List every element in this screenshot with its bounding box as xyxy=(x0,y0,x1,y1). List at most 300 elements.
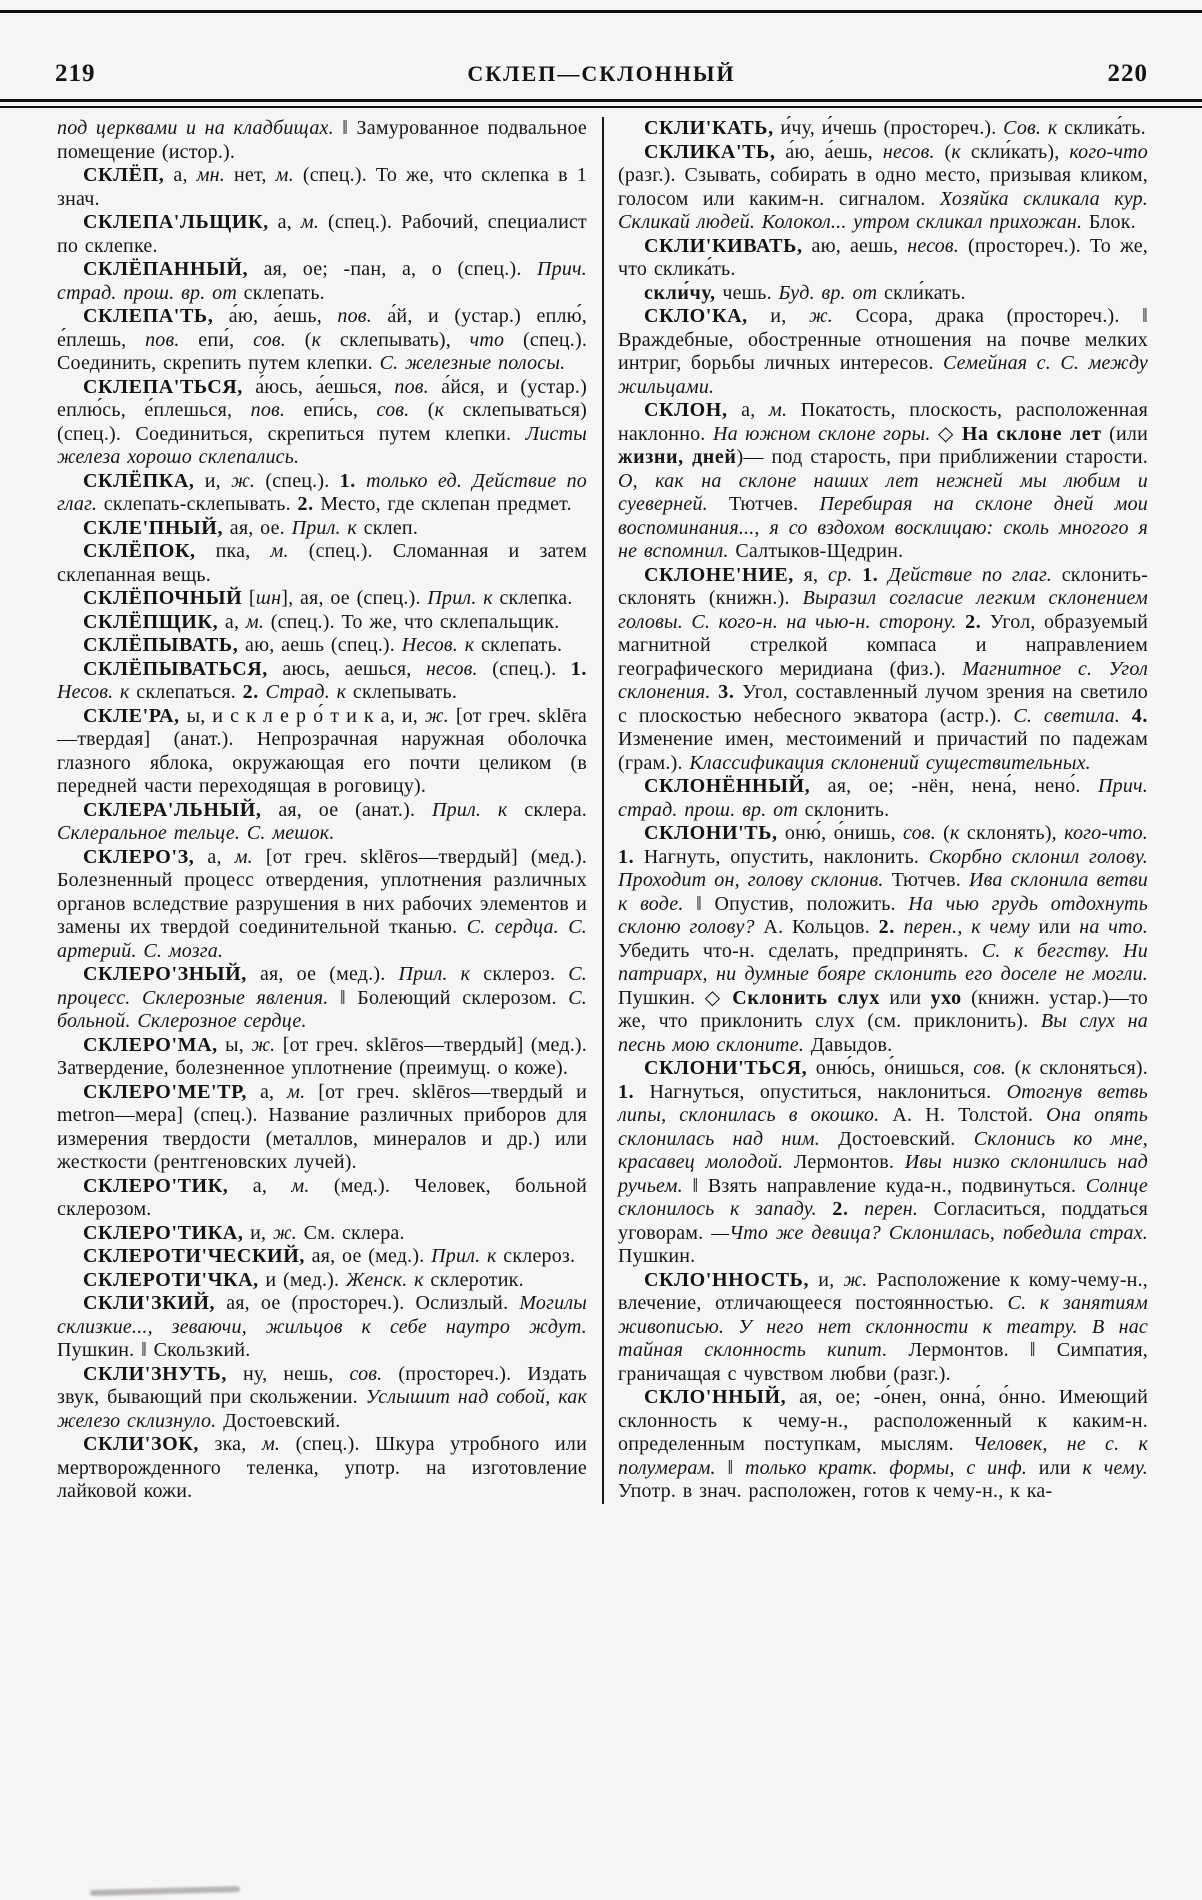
text-run: Она опять склонилась над ним. xyxy=(618,1104,1148,1150)
text-run: оню́сь, о́нишься, xyxy=(807,1057,974,1079)
text-run: склика́ть. xyxy=(1057,117,1146,139)
entry-paragraph xyxy=(618,1269,1148,1387)
text-run: ая, ое (мед.). xyxy=(246,963,399,985)
text-run: Склеральное тельце. С. мешок. xyxy=(57,822,335,844)
text-run: ж. xyxy=(843,1268,868,1291)
text-run: ( xyxy=(1006,1057,1022,1079)
text-run: [от греч. sklēros—твердый и metron—мера] (спец.). Название различных приборов для измерения твердости (металлов, минералов и др.) или жесткости (рентгеновских лучей). xyxy=(57,1080,587,1173)
text-run: Классификация склонений существительных. xyxy=(689,751,1091,774)
text-run: Тютчев. xyxy=(883,869,969,891)
text-run: Сов. к xyxy=(1003,117,1058,139)
text-run: ж. xyxy=(231,469,256,492)
text-run: зка, xyxy=(198,1433,262,1455)
entry-paragraph xyxy=(618,141,1148,235)
text-run xyxy=(259,681,266,703)
text-run: склонять), xyxy=(959,822,1065,844)
text-run: несов. xyxy=(425,657,478,680)
text-run: Лермонтов. xyxy=(783,1151,905,1173)
text-run: Прил. к xyxy=(291,516,357,539)
text-run: 1. xyxy=(570,657,587,680)
text-run: м. xyxy=(245,610,265,633)
entry-paragraph xyxy=(57,540,587,587)
text-run: Перебирая на склоне дней мои воспоминания..., я со вздохом восклицаю: сколь многого я не вспомнил. xyxy=(618,493,1148,562)
text-run: ы, xyxy=(217,1033,252,1056)
text-run: ‖ Болеющий склерозом. xyxy=(328,986,569,1009)
text-run: ‖ xyxy=(715,1456,745,1479)
text-run: СКЛО'ННЫЙ, xyxy=(644,1386,787,1408)
text-run: скли́кать), xyxy=(960,140,1070,163)
entry-paragraph xyxy=(57,1245,587,1269)
text-columns xyxy=(57,117,1148,1504)
text-run: [от греч. sklēros—твердый] (мед.). Болезненный процесс отвердения, уплотнения различных органов вследствие разрушения в них рабочих элементов и замены их твердой соединительной тканью. xyxy=(57,845,587,938)
text-run: ‖ Замурованное подвальное помещение (истор.). xyxy=(57,117,588,163)
text-run: ая, ое (мед.). xyxy=(304,1245,432,1267)
text-run: Ссора, драка (простореч.). ‖ Враждебные, обостренные отношения на почве мелких интриг, борьбы личных интересов. xyxy=(618,305,1148,374)
text-run: 4. xyxy=(1131,704,1148,727)
text-run: пов. xyxy=(337,305,372,327)
text-run: СКЛЁП, xyxy=(83,164,165,186)
text-run: А. Н. Толстой. xyxy=(879,1104,1047,1126)
entry-paragraph xyxy=(57,1175,587,1222)
text-run: СКЛЁПАННЫЙ, xyxy=(83,258,249,280)
text-run: Изменение имен, местоимений и причастий по падежам (грам.). xyxy=(618,728,1148,774)
entry-paragraph xyxy=(618,282,1148,306)
text-run: 2. xyxy=(832,1198,849,1220)
entry-paragraph xyxy=(57,1363,587,1434)
entry-paragraph xyxy=(618,822,1148,1057)
text-run: что xyxy=(469,328,505,351)
text-run: ‖ Опустив, положить. xyxy=(683,892,909,915)
text-run: (простореч.). То же, что склика́ть. xyxy=(618,234,1148,280)
entry-paragraph xyxy=(57,1433,587,1504)
text-run: (книжн. устар.)—то же, что приклонить слух (см. приклонить). xyxy=(618,986,1148,1032)
top-edge-rule xyxy=(0,10,1202,13)
text-run: мн. xyxy=(196,164,225,186)
text-run: сов. xyxy=(903,822,936,844)
text-run xyxy=(817,1198,833,1220)
text-run: СКЛЁПЫВАТЬСЯ, xyxy=(83,657,268,680)
entry-paragraph xyxy=(57,846,587,964)
text-run: а, xyxy=(268,211,301,233)
text-run: к чему. xyxy=(1082,1456,1148,1479)
text-run: [от греч. sklēros—твердый] (мед.). Затвердение, болезненное уплотнение (преимущ. о коже). xyxy=(57,1033,587,1079)
right-column xyxy=(618,117,1148,1504)
text-run: аюсь, аешься, xyxy=(267,657,426,680)
entry-paragraph xyxy=(57,705,587,799)
entry-paragraph xyxy=(57,164,587,211)
text-run: СКЛОНЕ'НИЕ, xyxy=(644,563,794,586)
text-run: (спец.). То же, что склепка в 1 знач. xyxy=(57,164,587,210)
text-run: а́й, и (устар.) еплю́, е́плешь, xyxy=(57,305,587,351)
text-run: перен., к чему xyxy=(903,916,1030,938)
text-run: аю, аешь (спец.). xyxy=(238,634,402,656)
text-run: СКЛОН, xyxy=(644,399,728,421)
text-run: С. больной. Склерозное сердце. xyxy=(57,986,587,1032)
text-run: (спец.). xyxy=(477,657,571,680)
text-run: ‖ Взять направление куда-н., подвинуться. xyxy=(682,1174,1086,1197)
text-run: или xyxy=(1027,1456,1083,1479)
text-run: только кратк. формы, с инф. xyxy=(744,1456,1028,1479)
text-run: Пушкин. ◇ xyxy=(618,986,733,1009)
text-run: Давыдов. xyxy=(804,1033,893,1056)
text-run: шн xyxy=(255,587,282,609)
text-run: ср. xyxy=(827,563,853,586)
text-run: СКЛЁПЩИК, xyxy=(83,610,219,633)
text-run xyxy=(356,470,366,492)
text-run: а́ю, а́ешь, xyxy=(213,305,338,327)
text-run: СКЛЕРО'ТИК, xyxy=(83,1174,229,1197)
text-run: Угол, образуемый магнитной стрелкой компаса и направлением географического меридиана (физ.). xyxy=(618,610,1149,680)
text-run: склепывать. xyxy=(346,681,458,703)
entry-paragraph xyxy=(57,517,587,541)
text-run: м. xyxy=(768,399,788,421)
text-run: Угол, составленный лучом зрения на светило с плоскостью небесного экватора (астр.). xyxy=(618,681,1148,727)
entry-paragraph xyxy=(618,235,1148,282)
text-run: жизни, дней xyxy=(618,446,737,468)
text-run: С. к занятиям живописью. У него нет склонности к театру. В нас тайная склонность кипит. xyxy=(618,1292,1148,1361)
text-run: Листы железа хорошо склепались. xyxy=(57,422,587,468)
text-run: На южном склоне горы. xyxy=(712,422,931,445)
text-run: скли́чу, xyxy=(644,281,716,304)
text-run: СКЛЕРОТИ'ЧЕСКИЙ, xyxy=(83,1245,305,1267)
text-run: Достоевский. xyxy=(819,1127,974,1150)
text-run: ( xyxy=(409,399,435,421)
text-run: ухо xyxy=(930,986,962,1009)
text-run: к xyxy=(311,328,322,351)
text-run: а, xyxy=(194,845,235,868)
entry-paragraph xyxy=(57,1269,587,1293)
text-run: Тютчев. xyxy=(707,493,820,515)
text-run: сов. xyxy=(253,328,286,351)
text-run: и́чу, и́чешь (простореч.). xyxy=(773,117,1004,139)
text-run: склероз. xyxy=(496,1245,576,1267)
text-run: только ед. Действие по глаг. xyxy=(57,469,587,515)
page-number-right: 220 xyxy=(1107,60,1148,87)
text-run: Убедить что-н. сделать, предпринять. xyxy=(618,939,982,962)
text-run: к xyxy=(951,140,961,163)
text-run: ж. xyxy=(424,704,449,727)
text-run: Несов. к xyxy=(57,681,130,703)
text-run: на что. xyxy=(1079,916,1149,938)
text-run: Человек, не с. к полумерам. xyxy=(618,1433,1148,1479)
text-run: 2. xyxy=(965,610,982,633)
text-run: пов. xyxy=(145,328,180,351)
text-run: СКЛО'ННОСТЬ, xyxy=(644,1268,810,1291)
entry-paragraph xyxy=(618,117,1148,141)
text-run: Согласиться, поддаться уговорам. xyxy=(618,1198,1149,1244)
text-run: склепать-склепывать. xyxy=(97,493,298,515)
text-run: СКЛЕРО'З, xyxy=(83,845,195,868)
entry-paragraph xyxy=(618,1386,1148,1504)
text-run: Ивы низко склонились над ручьем. xyxy=(618,1151,1148,1197)
text-run: Покатость, плоскость, расположенная наклонно. xyxy=(618,399,1148,445)
entry-paragraph xyxy=(618,775,1148,822)
text-run: (спец.). Рабочий, специалист по склепке. xyxy=(57,211,587,257)
text-run: ая, ое (простореч.). Ослизлый. xyxy=(215,1292,520,1314)
text-run: Прил. к xyxy=(431,1245,497,1267)
entry-paragraph xyxy=(57,470,587,517)
text-run: ◇ xyxy=(930,422,962,445)
text-run: СКЛЕПА'ТЬСЯ, xyxy=(83,375,243,398)
text-run: СКЛЕРО'МЕ'ТР, xyxy=(83,1080,248,1103)
text-run: ая, ое; -пан, а, о (спец.). xyxy=(248,258,538,280)
text-run: С. железные полосы. xyxy=(379,352,566,374)
text-run: (спец.). Шкура утробного или мертворожденного теленка, употр. на изготовление лайковой кожи. xyxy=(57,1433,587,1502)
text-run: склонить. xyxy=(797,798,890,821)
text-run: Ива склонила ветви к воде. xyxy=(618,869,1148,915)
text-run: С. сердца. С. артерий. С. мозга. xyxy=(57,916,587,962)
text-run: )— под старость, при приближении старости. xyxy=(736,446,1148,468)
text-run: м. xyxy=(234,845,253,868)
text-run: епи́, xyxy=(179,328,254,351)
text-run: нет, xyxy=(224,164,276,186)
text-run: СКЛЕРА'ЛЬНЫЙ, xyxy=(83,798,262,821)
text-run: [от греч. sklēra—твердая] (анат.). Непрозрачная наружная оболочка глазного яблока, окружающая его почти целиком (в передней части переходящая в роговицу). xyxy=(57,704,587,797)
text-run: Склонись ко мне, красавец молодой. xyxy=(618,1127,1148,1173)
text-run: ( xyxy=(934,140,952,163)
text-run: Отогнув ветвь липы, склонилась в окошко. xyxy=(618,1080,1148,1126)
text-run: м. xyxy=(300,211,320,233)
text-run: ы, и с к л е р о́ т и к а, и, xyxy=(179,704,425,727)
text-run: Употр. в знач. расположен, готов к чему-н., к ка- xyxy=(618,1480,1053,1502)
text-run: ж. xyxy=(272,1221,297,1244)
text-run: пов. xyxy=(394,375,429,398)
text-run: Блок. xyxy=(1082,211,1136,233)
text-run: кого-что xyxy=(1069,140,1149,163)
text-run: Расположение к кому-чему-н., влечение, отличающееся постоянностью. xyxy=(618,1268,1148,1314)
text-run: ( xyxy=(935,822,951,844)
text-run: (спец.). Сломанная и затем склепанная вещь. xyxy=(57,540,587,586)
text-run: склепка. xyxy=(492,587,573,609)
text-run: СКЛОНЁННЫЙ, xyxy=(644,775,811,797)
text-run: ( xyxy=(285,328,312,351)
text-run: м. xyxy=(275,164,294,186)
text-run: 2. xyxy=(878,916,895,938)
text-run: Пушкин. ‖ Скользкий. xyxy=(57,1339,251,1361)
text-run: СКЛЕПА'ЛЬЩИК, xyxy=(83,211,269,233)
text-run: склероз. xyxy=(470,963,569,985)
text-run: СКЛЕ'ПНЫЙ, xyxy=(83,516,224,539)
text-run: Склонить слух xyxy=(732,986,880,1009)
text-run: Прил. к xyxy=(427,587,493,609)
text-run: СКЛЕРО'МА, xyxy=(83,1033,218,1056)
text-run: (спец.). xyxy=(255,469,340,492)
text-run: 2. xyxy=(242,681,259,703)
text-run: аю, аешь, xyxy=(802,234,908,257)
text-run: а, xyxy=(228,1174,292,1197)
text-run: См. склера. xyxy=(296,1221,405,1244)
text-run: А. Кольцов. xyxy=(754,916,879,938)
text-run: 2. xyxy=(297,493,314,515)
text-run: пка, xyxy=(195,540,271,562)
text-run: Могилы склизкие..., зеваючи, жильцов к себе наутро ждут. xyxy=(57,1292,587,1338)
entry-paragraph xyxy=(57,1081,587,1175)
column-divider-rule xyxy=(602,117,604,1504)
text-run xyxy=(849,1198,865,1220)
text-run: (спец.). То же, что склепальщик. xyxy=(264,610,560,633)
text-run: О, как на склоне наших лет нежней мы любим и суеверней. xyxy=(618,469,1148,515)
text-run: склепать. xyxy=(474,634,563,656)
text-run: м. xyxy=(287,1080,306,1103)
text-run: Прич. страд. прош. вр. от xyxy=(618,775,1148,821)
text-run: (или xyxy=(1101,422,1149,445)
entry-paragraph xyxy=(57,1034,587,1081)
entry-paragraph xyxy=(57,658,587,705)
text-run: ], ая, ое (спец.). xyxy=(281,587,428,609)
text-run: Нагнуть, опустить, наклонить. xyxy=(634,845,929,868)
text-run: и, xyxy=(747,305,809,327)
text-run: склепать. xyxy=(236,281,325,304)
running-head-title: СКЛЕП—СКЛОННЫЙ xyxy=(467,61,736,86)
text-run: Салтыков-Щедрин. xyxy=(728,540,904,562)
text-run: Несов. к xyxy=(401,634,475,656)
text-run: СКЛЁПОЧНЫЙ xyxy=(83,587,243,609)
text-run: СКЛЕРО'ТИКА, xyxy=(83,1221,244,1244)
text-run: ая, ое; -о́нен, онна́, о́нно. Имеющий склонность к чему-н., расположенный к каким-н. определенным поступкам, мыслям. xyxy=(618,1386,1148,1455)
text-run: 1. xyxy=(618,1080,635,1103)
text-run: склеротик. xyxy=(423,1268,524,1291)
text-run: сов. xyxy=(376,399,410,421)
text-run: ая, ое (анат.). xyxy=(261,798,432,821)
entry-paragraph xyxy=(57,376,587,470)
text-run: СКЛЕРОТИ'ЧКА, xyxy=(83,1268,259,1291)
text-run: Хозяйка скликала кур. Скликай людей. Колокол... утром скликал прихожан. xyxy=(618,187,1149,233)
text-run: С. к бегству. Ни патриарх, ни думные бояре склонить его доселе не могли. xyxy=(618,939,1148,985)
text-run xyxy=(852,564,862,586)
text-run: склоняться). xyxy=(1031,1057,1148,1079)
text-run: Женск. к xyxy=(345,1268,424,1291)
entry-paragraph xyxy=(57,1222,587,1246)
text-run: СКЛИ'КАТЬ, xyxy=(644,117,774,139)
text-run: к xyxy=(1021,1057,1032,1079)
entry-paragraph xyxy=(618,399,1148,564)
text-run: Магнитное с. Угол склонения. xyxy=(618,657,1149,703)
entry-paragraph xyxy=(618,305,1148,399)
text-run: епи́сь, xyxy=(285,399,377,421)
text-run: 1. xyxy=(618,845,635,868)
text-run: (спец.). Соединить, скрепить путем клепки. xyxy=(57,328,588,374)
entry-paragraph xyxy=(618,564,1148,776)
text-run: кого-что. xyxy=(1064,822,1148,844)
entry-paragraph xyxy=(57,587,587,611)
text-run: (разг.). Сзывать, собирать в одно место, призывая кликом, голосом или каким-н. сигналом. xyxy=(618,164,1148,210)
text-run: СКЛЕ'РА, xyxy=(83,704,180,727)
text-run: Достоевский. xyxy=(216,1409,341,1432)
left-column xyxy=(57,117,587,1504)
entry-paragraph xyxy=(57,799,587,846)
text-run: 1. xyxy=(339,469,356,492)
text-run: ну, нешь, xyxy=(226,1362,350,1385)
text-run: м. xyxy=(291,1174,310,1197)
text-run: сов. xyxy=(973,1057,1007,1079)
text-run: СКЛИ'ЗОК, xyxy=(83,1433,199,1455)
text-run: склепывать), xyxy=(321,328,470,351)
text-run: склеп. xyxy=(356,516,419,539)
text-run: СКЛЕПА'ТЬ, xyxy=(83,305,214,327)
text-run: я, xyxy=(793,563,828,586)
text-run: СКЛИ'КИВАТЬ, xyxy=(644,234,803,257)
scan-artifact-smudge xyxy=(90,1886,240,1896)
text-run: Прич. страд. прош. вр. от xyxy=(57,258,587,304)
text-run: Нагнуться, опуститься, наклониться. xyxy=(634,1080,1007,1103)
text-run: Буд. вр. от xyxy=(778,281,878,304)
text-run: С. процесс. Склерозные явления. xyxy=(57,963,587,1009)
text-run: и, xyxy=(194,469,232,492)
text-run: Семейная с. С. между жильцами. xyxy=(618,352,1148,398)
text-run: Вы слух на песнь мою склоните. xyxy=(618,1010,1148,1056)
text-run: ая, ое. xyxy=(223,516,292,539)
text-run: оню́, о́нишь, xyxy=(777,822,904,844)
text-run: СКЛЕРО'ЗНЫЙ, xyxy=(83,963,247,985)
text-run: СКЛЁПОК, xyxy=(83,540,196,562)
text-run: к xyxy=(950,822,960,844)
text-run: и (мед.). xyxy=(258,1268,346,1291)
entry-paragraph xyxy=(57,1292,587,1363)
text-run: ж. xyxy=(251,1033,276,1056)
entry-paragraph xyxy=(57,963,587,1034)
entry-paragraph xyxy=(618,1057,1148,1269)
text-run: пов. xyxy=(250,399,286,421)
text-run: и, xyxy=(809,1268,844,1291)
text-run: СКЛИ'ЗКИЙ, xyxy=(83,1292,216,1314)
text-run: СКЛО'КА, xyxy=(644,305,748,327)
text-run: Место, где склепан предмет. xyxy=(313,493,572,515)
text-run: Страд. к xyxy=(265,681,347,703)
text-run: а́йся, и (устар.) еплю́сь, е́плешься, xyxy=(57,375,587,421)
text-run: ж. xyxy=(809,305,834,327)
text-run: На чью грудь отдохнуть склоню голову? xyxy=(618,892,1148,938)
entry-continuation-paragraph xyxy=(57,117,587,164)
text-run: СКЛИКА'ТЬ, xyxy=(644,140,776,163)
text-run xyxy=(957,611,965,633)
text-run: 1. xyxy=(862,563,879,586)
entry-paragraph xyxy=(57,634,587,658)
text-run: Пушкин. xyxy=(618,1245,696,1267)
text-run: Выразил согласие легким склонением головы. С. кого-н. на чью-н. сторону. xyxy=(618,587,1148,633)
text-run: а, xyxy=(164,164,197,186)
text-run: сов. xyxy=(349,1362,383,1385)
text-run: Лермонтов. ‖ Симпатия, граничащая с чувством любви (разг.). xyxy=(618,1339,1148,1385)
text-run: а, xyxy=(218,610,246,633)
text-run: СКЛЁПКА, xyxy=(83,469,195,492)
text-run: несов. xyxy=(907,234,959,257)
text-run: м. xyxy=(261,1433,281,1455)
text-run: СКЛОНИ'ТЬ, xyxy=(644,822,778,844)
text-run: Солнце склонилось к западу. xyxy=(618,1174,1148,1220)
text-run: несов. xyxy=(882,140,935,163)
text-run: СКЛЁПЫВАТЬ, xyxy=(83,634,239,656)
text-run: склепаться. xyxy=(129,681,243,703)
text-run: перен. xyxy=(864,1198,919,1220)
text-run: а́юсь, а́ешься, xyxy=(242,375,395,398)
text-run: [ xyxy=(242,587,256,609)
text-run: СКЛИ'ЗНУТЬ, xyxy=(83,1362,227,1385)
text-run: а́ю, а́ешь, xyxy=(775,140,883,163)
text-run: С. светила. xyxy=(1013,704,1121,727)
text-run: к xyxy=(434,399,445,421)
text-run: склепываться) (спец.). Соединиться, скрепиться путем клепки. xyxy=(57,399,588,445)
text-run: (простореч.). Издать звук, бывающий при скольжении. xyxy=(57,1362,587,1408)
text-run: 3. xyxy=(718,681,735,703)
text-run: под церквами и на кладбищах. xyxy=(57,117,343,139)
text-run: м. xyxy=(270,540,289,562)
text-run: Прил. к xyxy=(431,798,508,821)
text-run: СКЛОНИ'ТЬСЯ, xyxy=(644,1057,808,1079)
text-run: На склоне лет xyxy=(961,422,1102,445)
page-number-left: 219 xyxy=(55,60,96,87)
text-run: Услышит над собой, как железо склизнуло. xyxy=(57,1386,588,1432)
text-run: Скорбно склонил голову. Проходит он, голову склонив. xyxy=(618,845,1149,891)
